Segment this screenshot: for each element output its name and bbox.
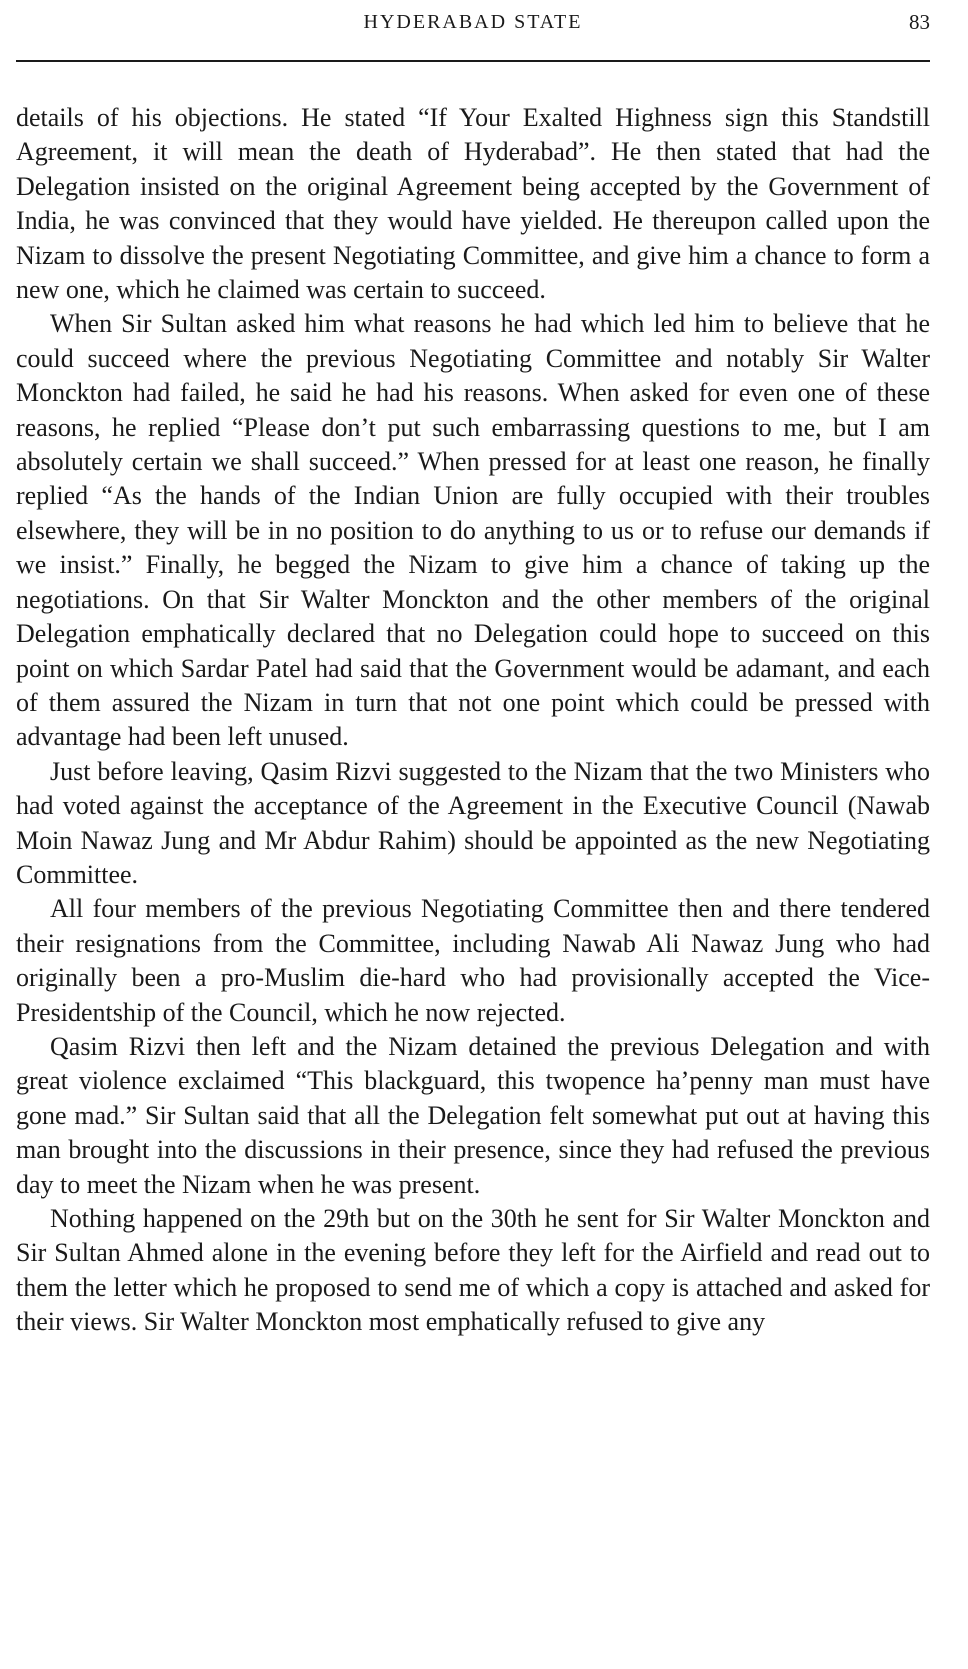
paragraph-continued: details of his objections. He stated “If Your Exalted Highness sign this Standstill Agreement, it will mean the death of Hyderabad”. He then stated that had the Delegation insisted on the original Agreement being accepted by the Government of India, he was convinced that they would have yielded. He thereupon called upon the Nizam to dissolve the present Negotiating Committee, and give him a chance to form a new one, which he claimed was certain to succeed. <box>16 103 930 305</box>
paragraph: Nothing happened on the 29th but on the 30th he sent for Sir Walter Monckton and Sir Sultan Ahmed alone in the evening before they left for the Airfield and read out to them the letter which he proposed to send me of which a copy is attached and asked for their views. Sir Walter Monckton most emphatically refused to give any <box>16 1204 930 1337</box>
running-head <box>16 8 930 48</box>
header-rule <box>16 60 930 62</box>
paragraph: Qasim Rizvi then left and the Nizam detained the previous Delegation and with great violence exclaimed “This blackguard, this twopence ha’penny man must have gone mad.” Sir Sultan said that all the Delegation felt somewhat put out at having this man brought into the discussions in their presence, since they had refused the previous day to meet the Nizam when he was present. <box>16 1031 930 1199</box>
body-text <box>16 101 930 1340</box>
running-title: HYDERABAD STATE <box>363 11 583 33</box>
paragraph: All four members of the previous Negotiating Committee then and there tendered their resignations from the Committee, including Nawab Ali Nawaz Jung who had originally been a pro-Muslim die-hard who had provisionally accepted the Vice-Presidentship of the Council, which he now rejected. <box>16 894 930 1027</box>
paragraph: Just before leaving, Qasim Rizvi suggested to the Nizam that the two Ministers who had voted against the acceptance of the Agreement in the Executive Council (Nawab Moin Nawaz Jung and Mr Abdur Rahim) should be appointed as the new Negotiating Committee. <box>16 756 930 889</box>
page-number: 83 <box>909 10 930 34</box>
paragraph: When Sir Sultan asked him what reasons he had which led him to believe that he could succeed where the previous Negotiating Committee and notably Sir Walter Monckton had failed, he said he had his reasons. When asked for even one of these reasons, he replied “Please don’t put such embarrassing questions to me, but I am absolutely certain we shall succeed.” When pressed for at least one reason, he finally replied “As the hands of the Indian Union are fully occupied with their troubles elsewhere, they will be in no position to do anything to us or to refuse our demands if we insist.” Finally, he begged the Nizam to give him a chance of taking up the negotiations. On that Sir Walter Monckton and the other members of the original Delegation emphatically declared that no Delegation could hope to succeed on this point on which Sardar Patel had said that the Government would be adamant, and each of them assured the Nizam in turn that not one point which could be pressed with advantage had been left unused. <box>16 309 930 752</box>
